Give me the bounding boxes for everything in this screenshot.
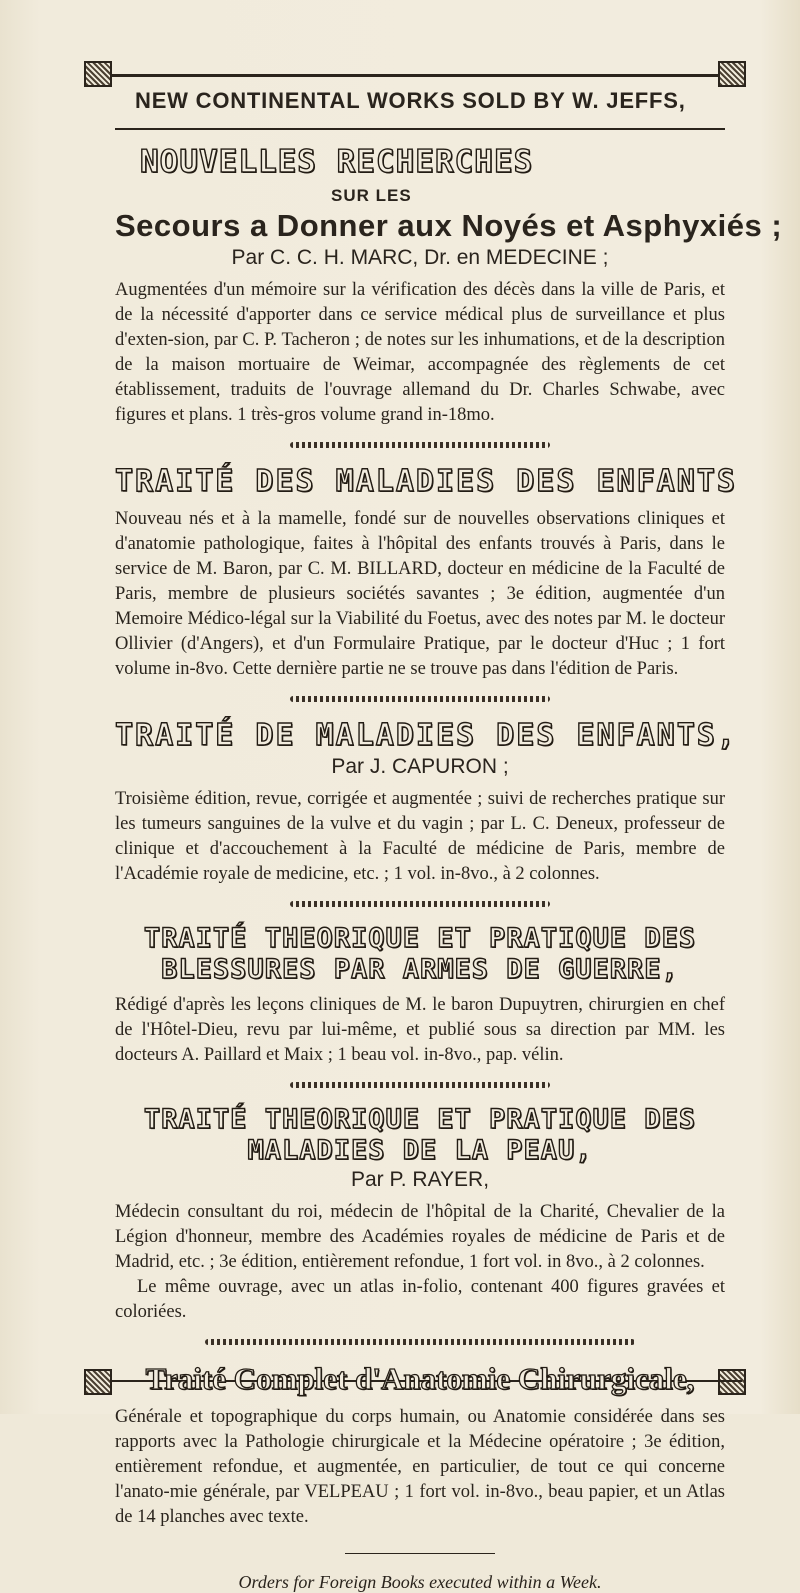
entry-title-line2: MALADIES DE LA PEAU, — [247, 1135, 593, 1166]
entry-title: Traité Complet d'Anatomie Chirurgicale, — [145, 1361, 695, 1396]
entry-description: Médecin consultant du roi, médecin de l'hôpital de la Charité, Chevalier de la Légion d'honneur, membre des Académies royales de médicine de Paris et de Madrid, etc. ; 3e édition, entièrement refondue, 1 fort vol. in 8vo., à 2 colonnes. — [115, 1202, 725, 1272]
entry-description-extra: Le même ouvrage, avec un atlas in-folio, contenant 400 figures gravées et coloriées. — [115, 1277, 725, 1322]
entry-marc — [115, 144, 783, 428]
entry-description: Rédigé d'après les leçons cliniques de M. le baron Dupuytren, chirurgien en chef de l'Hôtel-Dieu, revu par lui-même, et publié sous sa direction par MM. les docteurs A. Paillard et Maix ; 1 beau vol. in-8vo., pap. vélin. — [115, 995, 725, 1065]
wavy-divider — [290, 1082, 550, 1088]
entry-description: Augmentées d'un mémoire sur la vérification des décès dans la ville de Paris, et de la nécessité d'apporter dans ce service médical plus de surveillance et plus d'exten-sion, par C. P. Tacheron ; de notes sur les inhumations, et de la description de la maison mortuaire de Weimar, accompagnée des règlements de cet établissement, traduits de l'ouvrage allemand du Dr. Charles Schwabe, avec figures et plans. 1 très-gros volume grand in-18mo. — [115, 280, 725, 425]
entry-title: NOUVELLES RECHERCHES — [140, 144, 534, 180]
entry-velpeau — [115, 1361, 725, 1530]
entry-title-line1: TRAITÉ THEORIQUE ET PRATIQUE DES — [143, 1104, 697, 1135]
wavy-divider — [290, 696, 550, 702]
wavy-divider — [205, 1339, 635, 1345]
entry-author: Par C. C. H. MARC, Dr. en MEDECINE ; — [231, 246, 609, 269]
corner-ornament-icon — [84, 61, 112, 87]
entry-title: TRAITÉ DE MALADIES DES ENFANTS, — [115, 718, 737, 753]
catalog-content — [115, 82, 783, 1592]
footer-rule — [345, 1553, 495, 1554]
wavy-divider — [290, 901, 550, 907]
entry-description: Troisième édition, revue, corrigée et augmentée ; suivi de recherches pratique sur les tumeurs sanguines de la vulve et du vagin ; par L. C. Deneux, professeur de clinique et d'accouchement à la Faculté de médicine de Paris, membre de l'Académie royale de medicine, etc. ; 1 vol. in-8vo., à 2 colonnes. — [115, 789, 725, 884]
entry-description: Nouveau nés et à la mamelle, fondé sur de nouvelles observations cliniques et d'anatomie pathologique, faites à l'hôpital des enfants trouvés à Paris, dans le service de M. Baron, par C. M. BILLARD, docteur en médicine de la Faculté de Paris, membre de plusieurs sociétés savantes ; 3e édition, augmentée d'un Memoire Médico-légal sur la Viabilité du Foetus, avec des notes par M. le docteur Ollivier (d'Angers), et d'un Formulaire Pratique, par le docteur d'Huc ; 1 fort volume in-8vo. Cette dernière partie ne se trouve pas dans l'édition de Paris. — [115, 509, 725, 679]
entry-author: Par P. RAYER, — [350, 1168, 490, 1191]
entry-description: Générale et topographique du corps humain, ou Anatomie considérée dans ses rapports avec la Pathologie chirurgicale et la Médecine opératoire ; 3e édition, entièrement refondue, et augmentée, en particulier, de tout ce qui concerne l'anato-mie générale, par VELPEAU ; 1 fort vol. in-8vo., beau papier, et un Atlas de 14 planches avec texte. — [115, 1407, 725, 1527]
entry-prefix: SUR LES — [331, 186, 412, 205]
entry-subject: Secours a Donner aux Noyés et Asphyxiés ; — [115, 208, 783, 243]
entry-billard — [115, 464, 737, 682]
entry-capuron — [115, 718, 737, 887]
entry-rayer — [115, 1104, 725, 1325]
top-border-rule — [112, 74, 742, 77]
entry-title: TRAITÉ DES MALADIES DES ENFANTS — [115, 464, 737, 499]
entry-title-line1: TRAITÉ THEORIQUE ET PRATIQUE DES — [143, 923, 697, 954]
wavy-divider — [290, 442, 550, 448]
banner-rule — [115, 128, 725, 130]
entry-title-line2: BLESSURES PAR ARMES DE GUERRE, — [161, 954, 679, 985]
entry-dupuytren — [115, 923, 725, 1068]
footer-note: Orders for Foreign Books executed within a Week. — [238, 1572, 602, 1592]
corner-ornament-icon — [84, 1369, 112, 1395]
banner-title: NEW CONTINENTAL WORKS SOLD BY W. JEFFS, — [135, 88, 686, 113]
entry-author: Par J. CAPURON ; — [331, 755, 509, 778]
